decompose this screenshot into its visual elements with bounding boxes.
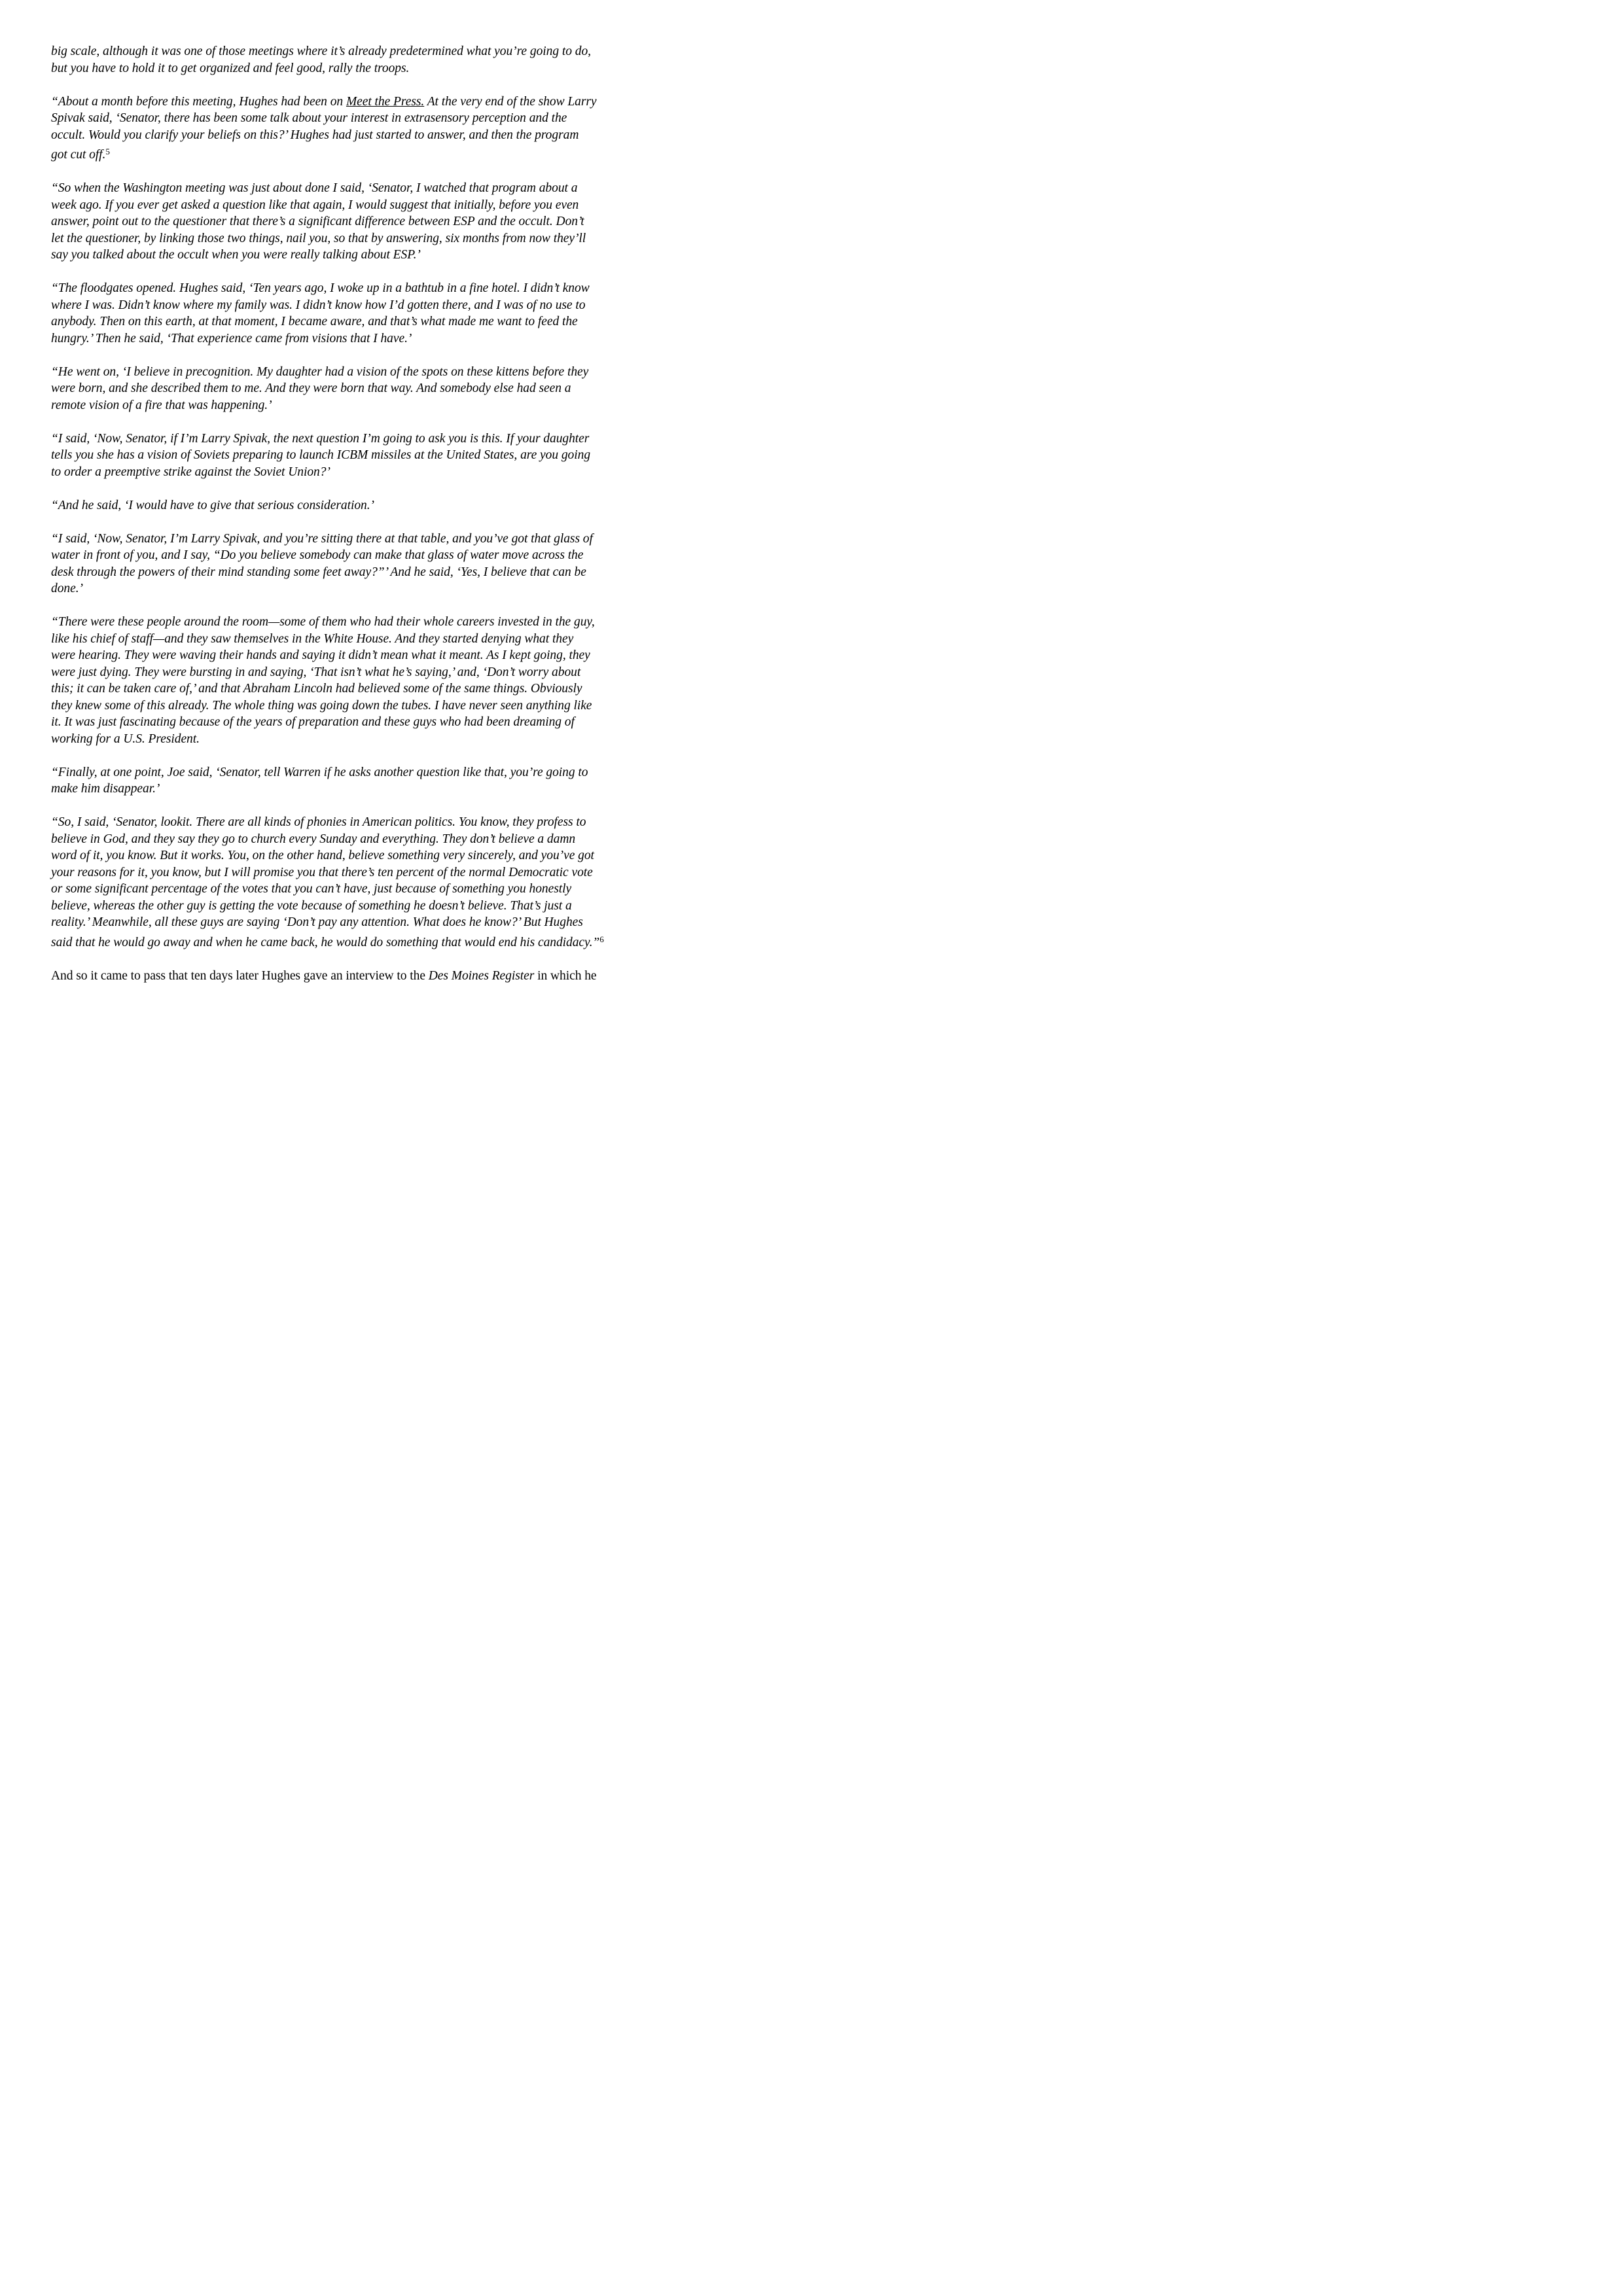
text-line: they knew some of this already. The whole thing was going down the tubes. I have never seen anything like (51, 698, 592, 713)
text-line: “So when the Washington meeting was just about done I said, ‘Senator, I watched that program about a (51, 181, 578, 195)
text-line: “The floodgates opened. Hughes said, ‘Ten years ago, I woke up in a bathtub in a fine hotel. I didn’t know (51, 281, 590, 295)
text-line (51, 968, 674, 985)
text-line: or some significant percentage of the votes that you can’t have, just because of something you honestly (51, 882, 572, 896)
paragraph-5 (51, 364, 674, 414)
text-line: “I said, ‘Now, Senator, I’m Larry Spivak, and you’re sitting there at that table, and you’ve got that glass of (51, 531, 593, 546)
footnote-marker: 6 (599, 934, 604, 944)
text-line: word of it, you know. But it works. You, on the other hand, believe something very sincerely, and you’ve got (51, 849, 594, 862)
text-line: were born, and she described them to me. And they were born that way. And somebody else had seen a (51, 381, 571, 395)
text-line: to order a preemptive strike against the Soviet Union?’ (51, 465, 330, 479)
text-line: hungry.’ Then he said, ‘That experience came from visions that I have.’ (51, 331, 412, 345)
text-line: “Finally, at one point, Joe said, ‘Senator, tell Warren if he asks another question like that, you’re going to (51, 765, 588, 779)
text-line: where I was. Didn’t know where my family was. I didn’t know how I’d gotten there, and I was of no use to (51, 298, 586, 312)
footnote-marker: 5 (105, 147, 110, 156)
text-segment: got cut off. (51, 148, 106, 162)
paragraph-10 (51, 764, 674, 798)
text-line: “He went on, ‘I believe in precognition. My daughter had a vision of the spots on these kittens before they (51, 364, 589, 379)
text-segment: “About a month before this meeting, Hughes had been on (51, 94, 346, 109)
text-line: “I said, ‘Now, Senator, if I’m Larry Spivak, the next question I’m going to ask you is this. If your daughter (51, 431, 590, 446)
paragraph-8 (51, 531, 674, 597)
text-segment: in which he (534, 968, 597, 983)
text-line: big scale, although it was one of those meetings where it’s already predetermined what you’re going to do, (51, 44, 591, 58)
text-line: make him disappear.’ (51, 782, 160, 796)
text-line: done.’ (51, 582, 83, 595)
text-line: your reasons for it, you know, but I will promise you that there’s ten percent of the normal Democratic vote (51, 865, 593, 879)
text-line: anybody. Then on this earth, at that moment, I became aware, and that’s what made me want to feed the (51, 315, 578, 328)
text-line: were hearing. They were waving their hands and saying it didn’t mean what it meant. As I kept going, they (51, 648, 590, 662)
paragraph-12 (51, 968, 674, 985)
text-line: reality.’ Meanwhile, all these guys are saying ‘Don’t pay any attention. What does he know?’ But Hughes (51, 915, 583, 929)
paragraph-7 (51, 497, 674, 514)
publication-title: Des Moines Register (428, 968, 535, 983)
text-line: water in front of you, and I say, “Do you believe somebody can make that glass of water move across the (51, 548, 584, 562)
text-line: it. It was just fascinating because of the years of preparation and these guys who had been dreaming of (51, 715, 575, 729)
text-line: occult. Would you clarify your beliefs on this?’ Hughes had just started to answer, and then the program (51, 128, 579, 142)
text-segment: At the very end of the show Larry (424, 94, 597, 109)
document-page (51, 43, 674, 1001)
text-line: desk through the powers of their mind standing some feet away?”’ And he said, ‘Yes, I believe that can be (51, 565, 586, 579)
text-line: remote vision of a fire that was happening.’ (51, 398, 272, 412)
paragraph-11 (51, 814, 674, 951)
text-line: week ago. If you ever get asked a question like that again, I would suggest that initially, before you even (51, 198, 579, 212)
paragraph-2 (51, 94, 674, 164)
paragraph-6 (51, 431, 674, 481)
text-line (51, 934, 674, 951)
show-title: Meet the Press. (346, 94, 425, 109)
text-segment: And so it came to pass that ten days later Hughes gave an interview to the (51, 968, 429, 983)
text-line: Spivak said, ‘Senator, there has been some talk about your interest in extrasensory perception and the (51, 111, 567, 125)
paragraph-3 (51, 180, 674, 264)
text-line: but you have to hold it to get organized and feel good, rally the troops. (51, 61, 410, 75)
text-line (51, 147, 674, 164)
text-line: believe, whereas the other guy is getting the vote because of something he doesn’t believe. That’s just a (51, 898, 572, 913)
text-line: believe in God, and they say they go to church every Sunday and everything. They don’t believe a damn (51, 832, 576, 846)
text-segment: said that he would go away and when he came back, he would do something that would end his candidacy.” (51, 935, 600, 949)
text-line: were just dying. They were bursting in and saying, ‘That isn’t what he’s saying,’ and, ‘Don’t worry about (51, 665, 581, 679)
text-line: this; it can be taken care of,’ and that Abraham Lincoln had believed some of the same things. Obviously (51, 682, 582, 696)
text-line: answer, point out to the questioner that there’s a significant difference between ESP and the occult. Don’t (51, 215, 584, 228)
text-line: like his chief of staff—and they saw themselves in the White House. And they started denying what they (51, 631, 574, 646)
text-line: working for a U.S. President. (51, 732, 200, 746)
text-line: tells you she has a vision of Soviets preparing to launch ICBM missiles at the United States, are you going (51, 448, 591, 462)
text-line: “So, I said, ‘Senator, lookit. There are all kinds of phonies in American politics. You know, they profess to (51, 815, 586, 829)
text-line: “There were these people around the room—some of them who had their whole careers invested in the guy, (51, 615, 595, 629)
paragraph-4 (51, 280, 674, 347)
paragraph-1 (51, 43, 674, 77)
text-line: “And he said, ‘I would have to give that serious consideration.’ (51, 498, 374, 512)
paragraph-9 (51, 614, 674, 747)
text-line (51, 94, 674, 111)
text-line: let the questioner, by linking those two things, nail you, so that by answering, six months from now they’ll (51, 231, 586, 245)
text-line: say you talked about the occult when you were really talking about ESP.’ (51, 248, 421, 262)
